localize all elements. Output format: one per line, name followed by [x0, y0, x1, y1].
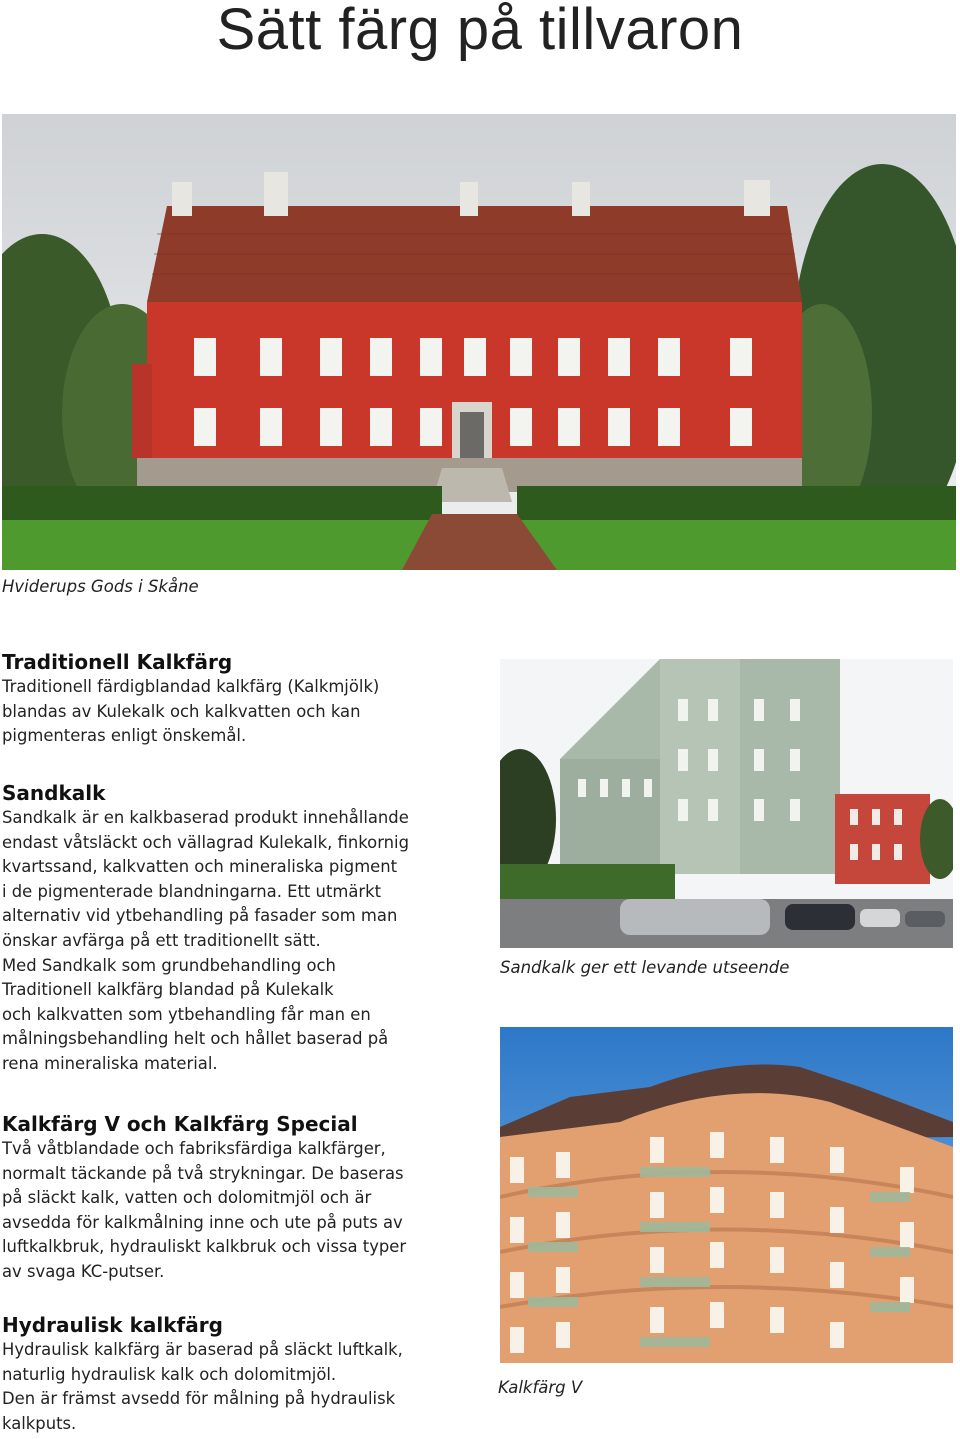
kalkfarg-v-photo [500, 1027, 953, 1363]
section-traditionell-kalkfarg [2, 649, 472, 749]
manor-caption: Hviderups Gods i Skåne [2, 577, 199, 596]
kalkfarg-v-caption: Kalkfärg V [498, 1378, 583, 1397]
section-body: Traditionell färdigblandad kalkfärg (Kalkmjölk) blandas av Kulekalk och kalkvatten och kan pigmenteras enligt önskemål. [2, 677, 380, 746]
section-heading: Sandkalk [2, 781, 106, 805]
section-body: Hydraulisk kalkfärg är baserad på släckt luftkalk, naturlig hydraulisk kalk och dolomitmjöl. Den är främst avsedd för målning på hydraulisk kalkputs. [2, 1340, 403, 1433]
section-sandkalk [2, 780, 472, 1077]
sandkalk-caption: Sandkalk ger ett levande utseende [500, 958, 790, 977]
section-body: Sandkalk är en kalkbaserad produkt innehållande endast våtsläckt och vällagrad Kulekalk, finkornig kvartssand, kalkvatten och mineraliska pigment i de pigmenterade blandningarna. Ett utmärkt alternativ vid ytbehandling på fasader som man önskar avfärga på ett traditionellt sätt. Med Sandkalk som grundbehandling och Traditionell kalkfärg blandad på Kulekalk och kalkvatten som ytbehandling får man en målningsbehandling helt och hållet baserad på rena mineraliska material. [2, 808, 409, 1073]
section-heading: Kalkfärg V och Kalkfärg Special [2, 1112, 358, 1136]
sandkalk-photo [500, 659, 953, 948]
section-heading: Traditionell Kalkfärg [2, 650, 233, 674]
section-heading: Hydraulisk kalkfärg [2, 1313, 223, 1337]
section-body: Två våtblandade och fabriksfärdiga kalkfärger, normalt täckande på två strykningar. De baseras på släckt kalk, vatten och dolomitmjöl och är avsedda för kalkmålning inne och ute på puts av luftkalkbruk, hydrauliskt kalkbruk och vissa typer av svaga KC-putser. [2, 1139, 407, 1281]
page-title: Sätt färg på tillvaron [216, 0, 744, 62]
manor-photo [2, 114, 956, 570]
section-hydraulisk-kalkfarg [2, 1312, 472, 1436]
section-kalkfarg-v-special [2, 1111, 472, 1285]
